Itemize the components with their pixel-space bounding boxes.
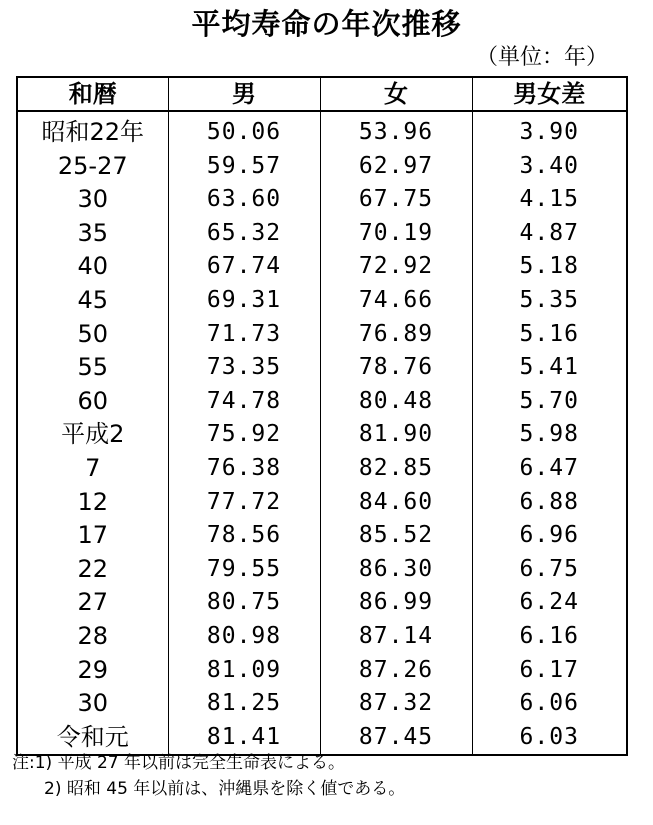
diff-cell: 6.17 bbox=[472, 654, 627, 688]
table-row bbox=[17, 452, 627, 486]
diff-cell: 4.87 bbox=[472, 217, 627, 251]
female-cell: 78.76 bbox=[320, 351, 472, 385]
diff-cell: 6.03 bbox=[472, 721, 627, 756]
female-cell: 53.96 bbox=[320, 111, 472, 150]
era-cell: 40 bbox=[17, 250, 168, 284]
diff-cell: 6.24 bbox=[472, 586, 627, 620]
table-row bbox=[17, 183, 627, 217]
male-cell: 63.60 bbox=[168, 183, 320, 217]
table-row bbox=[17, 620, 627, 654]
era-cell: 45 bbox=[17, 284, 168, 318]
male-cell: 67.74 bbox=[168, 250, 320, 284]
era-cell: 29 bbox=[17, 654, 168, 688]
page-title: 平均寿命の年次推移 bbox=[191, 7, 462, 41]
diff-cell: 5.18 bbox=[472, 250, 627, 284]
header-male: 男 bbox=[168, 77, 320, 111]
female-cell: 76.89 bbox=[320, 318, 472, 352]
table-row bbox=[17, 519, 627, 553]
era-cell: 27 bbox=[17, 586, 168, 620]
era-cell: 昭和22年 bbox=[17, 111, 168, 150]
note-1: 注:1) 平成 27 年以前は完全生命表による。 bbox=[12, 753, 346, 773]
diff-cell: 5.35 bbox=[472, 284, 627, 318]
table-header-row bbox=[17, 77, 627, 111]
era-cell: 7 bbox=[17, 452, 168, 486]
male-cell: 81.25 bbox=[168, 687, 320, 721]
header-female: 女 bbox=[320, 77, 472, 111]
header-diff: 男女差 bbox=[472, 77, 627, 111]
header-era: 和暦 bbox=[17, 77, 168, 111]
era-cell: 17 bbox=[17, 519, 168, 553]
era-cell: 30 bbox=[17, 687, 168, 721]
notes bbox=[12, 750, 405, 802]
female-cell: 86.99 bbox=[320, 586, 472, 620]
female-cell: 87.14 bbox=[320, 620, 472, 654]
female-cell: 84.60 bbox=[320, 486, 472, 520]
table-row bbox=[17, 553, 627, 587]
male-cell: 80.98 bbox=[168, 620, 320, 654]
table-row bbox=[17, 318, 627, 352]
table-row bbox=[17, 418, 627, 452]
diff-cell: 5.41 bbox=[472, 351, 627, 385]
era-cell: 令和元 bbox=[17, 721, 168, 756]
female-cell: 67.75 bbox=[320, 183, 472, 217]
era-cell: 30 bbox=[17, 183, 168, 217]
female-cell: 80.48 bbox=[320, 385, 472, 419]
female-cell: 86.30 bbox=[320, 553, 472, 587]
table-row bbox=[17, 654, 627, 688]
era-cell: 35 bbox=[17, 217, 168, 251]
female-cell: 72.92 bbox=[320, 250, 472, 284]
female-cell: 87.32 bbox=[320, 687, 472, 721]
female-cell: 82.85 bbox=[320, 452, 472, 486]
diff-cell: 6.88 bbox=[472, 486, 627, 520]
female-cell: 87.26 bbox=[320, 654, 472, 688]
diff-cell: 6.16 bbox=[472, 620, 627, 654]
era-cell: 50 bbox=[17, 318, 168, 352]
era-cell: 22 bbox=[17, 553, 168, 587]
male-cell: 76.38 bbox=[168, 452, 320, 486]
table-row bbox=[17, 250, 627, 284]
table-body bbox=[17, 111, 627, 755]
male-cell: 81.09 bbox=[168, 654, 320, 688]
female-cell: 74.66 bbox=[320, 284, 472, 318]
diff-cell: 6.75 bbox=[472, 553, 627, 587]
male-cell: 59.57 bbox=[168, 150, 320, 184]
life-expectancy-table bbox=[16, 76, 628, 756]
diff-cell: 6.47 bbox=[472, 452, 627, 486]
table-row bbox=[17, 284, 627, 318]
era-cell: 平成2 bbox=[17, 418, 168, 452]
era-cell: 60 bbox=[17, 385, 168, 419]
male-cell: 73.35 bbox=[168, 351, 320, 385]
table-row bbox=[17, 486, 627, 520]
male-cell: 75.92 bbox=[168, 418, 320, 452]
diff-cell: 3.90 bbox=[472, 111, 627, 150]
era-cell: 28 bbox=[17, 620, 168, 654]
table-row bbox=[17, 111, 627, 150]
male-cell: 74.78 bbox=[168, 385, 320, 419]
female-cell: 85.52 bbox=[320, 519, 472, 553]
female-cell: 70.19 bbox=[320, 217, 472, 251]
table-row bbox=[17, 385, 627, 419]
female-cell: 81.90 bbox=[320, 418, 472, 452]
male-cell: 65.32 bbox=[168, 217, 320, 251]
note-2: 2) 昭和 45 年以前は、沖縄県を除く値である。 bbox=[44, 779, 406, 799]
male-cell: 71.73 bbox=[168, 318, 320, 352]
era-cell: 25-27 bbox=[17, 150, 168, 184]
diff-cell: 6.96 bbox=[472, 519, 627, 553]
table-row bbox=[17, 586, 627, 620]
table-row bbox=[17, 217, 627, 251]
table-row bbox=[17, 351, 627, 385]
diff-cell: 5.70 bbox=[472, 385, 627, 419]
diff-cell: 5.16 bbox=[472, 318, 627, 352]
male-cell: 79.55 bbox=[168, 553, 320, 587]
era-cell: 12 bbox=[17, 486, 168, 520]
female-cell: 62.97 bbox=[320, 150, 472, 184]
female-cell: 87.45 bbox=[320, 721, 472, 756]
table-row bbox=[17, 150, 627, 184]
unit-label: （単位：年） bbox=[476, 45, 609, 70]
diff-cell: 6.06 bbox=[472, 687, 627, 721]
male-cell: 77.72 bbox=[168, 486, 320, 520]
male-cell: 78.56 bbox=[168, 519, 320, 553]
diff-cell: 4.15 bbox=[472, 183, 627, 217]
diff-cell: 5.98 bbox=[472, 418, 627, 452]
table-row bbox=[17, 687, 627, 721]
male-cell: 80.75 bbox=[168, 586, 320, 620]
diff-cell: 3.40 bbox=[472, 150, 627, 184]
male-cell: 69.31 bbox=[168, 284, 320, 318]
male-cell: 81.41 bbox=[168, 721, 320, 756]
era-cell: 55 bbox=[17, 351, 168, 385]
male-cell: 50.06 bbox=[168, 111, 320, 150]
